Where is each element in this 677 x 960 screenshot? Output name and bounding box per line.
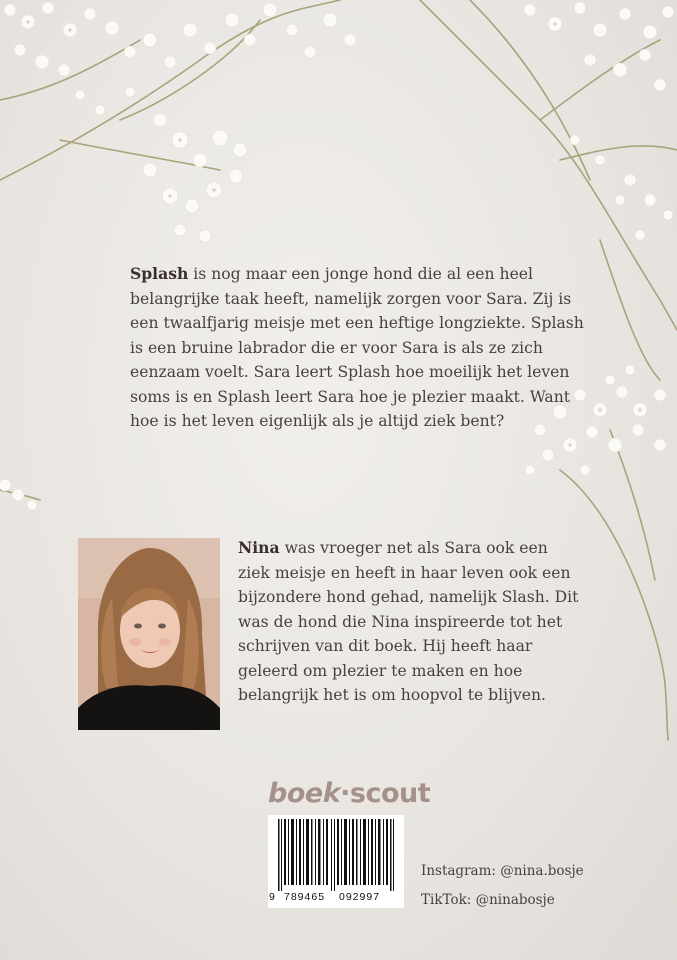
blurb-text: is nog maar een jonge hond die al een heel belangrijke taak heeft, namelijk zorgen voor Sara. Zij is een twaalfjarig meisje met een heftige longziekte. Splash is een bruine labrador die er voor Sara is als ze zich eenzaam voelt. Sara leert Splash hoe moeilijk het leven soms is en Splash leert Sara hoe je plezier maakt. Want hoe is het leven eigenlijk als je altijd ziek bent? xyxy=(130,265,584,430)
barcode-digit-first: 9 xyxy=(269,891,276,903)
tiktok-handle: TikTok: @ninabosje xyxy=(421,892,555,908)
author-bio xyxy=(238,536,583,708)
publisher-logo xyxy=(268,778,431,812)
instagram-handle: Instagram: @nina.bosje xyxy=(421,863,584,879)
logo-part2: scout xyxy=(349,778,431,809)
logo-dot: · xyxy=(340,778,350,809)
blurb-bold-word: Splash xyxy=(130,264,189,283)
barcode-digits-right: 092997 xyxy=(339,891,381,903)
barcode-digits-left: 789465 xyxy=(284,891,326,903)
logo-part1: boek xyxy=(268,778,341,809)
isbn-barcode xyxy=(268,815,404,908)
back-cover-blurb xyxy=(130,262,590,434)
bio-bold-name: Nina xyxy=(238,538,280,557)
bio-text: was vroeger net als Sara ook een ziek meisje en heeft in haar leven ook een bijzondere hond gehad, namelijk Slash. Dit was de hond die Nina inspireerde tot het schrijven van dit boek. Hij heeft haar geleerd om plezier te maken en hoe belangrijk het is om hoopvol te blijven. xyxy=(238,539,579,704)
author-photo xyxy=(78,538,220,730)
